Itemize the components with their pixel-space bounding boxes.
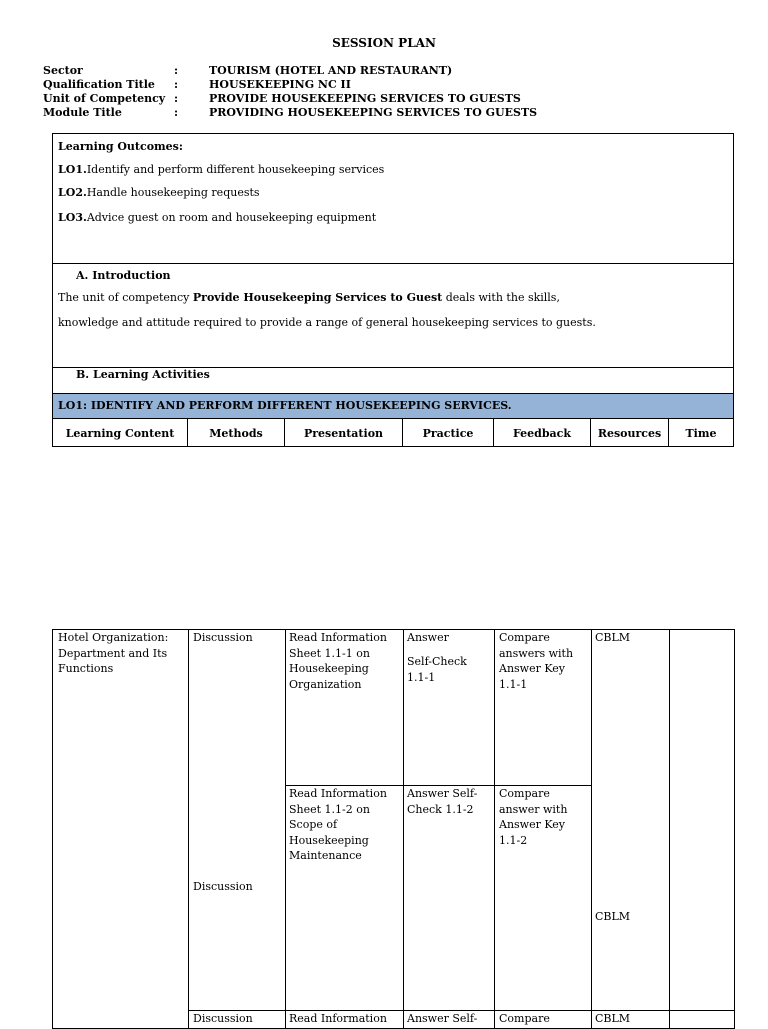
method-cell: Discussion [193, 631, 253, 644]
intro-suffix: deals with the skills, [442, 291, 560, 304]
meta-value: TOURISM (HOTEL AND RESTAURANT) [209, 64, 453, 77]
lo-text: Advice guest on room and housekeeping equipment [86, 211, 377, 224]
document-title: SESSION PLAN [332, 36, 436, 50]
lo-text: Handle housekeeping requests [86, 186, 260, 199]
resources-cell: CBLM [595, 1012, 631, 1025]
meta-colon: : [174, 78, 179, 91]
col-resources: Resources [591, 419, 669, 447]
lo-code: LO2. [58, 186, 87, 199]
intro-unit-title: Provide Housekeeping Services to Guest [192, 291, 443, 304]
feedback-cell: Compare answer with Answer Key 1.1-2 [499, 787, 568, 847]
feedback-cell: Compare [499, 1012, 550, 1025]
lo1-band-text: LO1: IDENTIFY AND PERFORM DIFFERENT HOUSEKEEPING SERVICES. [58, 399, 512, 412]
meta-colon: : [174, 64, 179, 77]
introduction-heading: A. Introduction [76, 269, 171, 282]
presentation-cell: Read Information [289, 1012, 387, 1025]
col-practice: Practice [403, 419, 494, 447]
col-divider [591, 630, 592, 1028]
meta-colon: : [174, 106, 179, 119]
col-divider [285, 630, 286, 1028]
method-cell: Discussion [193, 880, 253, 893]
lo1-band [53, 393, 733, 419]
session-plan-box [52, 133, 734, 447]
col-feedback: Feedback [494, 419, 591, 447]
meta-label: Module Title [43, 106, 122, 119]
divider [53, 263, 733, 264]
method-cell: Discussion [193, 1012, 253, 1025]
presentation-cell: Read Information Sheet 1.1-1 on Housekeeping Organization [289, 631, 387, 691]
meta-colon: : [174, 92, 179, 105]
meta-value: HOUSEKEEPING NC II [209, 78, 351, 91]
lo-text: Identify and perform different housekeeping services [86, 163, 385, 176]
introduction-line-2: knowledge and attitude required to provide a range of general housekeeping services to guests. [58, 316, 596, 329]
learning-content-cell: Hotel Organization: Department and Its Functions [58, 631, 169, 675]
lo-item [58, 163, 384, 176]
lo-code: LO1. [58, 163, 87, 176]
learning-activities-heading: B. Learning Activities [76, 368, 210, 381]
practice-cell: Self-Check 1.1-1 [407, 655, 467, 684]
col-time: Time [685, 426, 717, 440]
resources-cell: CBLM [595, 631, 631, 644]
lo-item [58, 211, 376, 224]
col-learning-content: Learning Content [53, 419, 188, 447]
practice-cell: Answer Self- Check 1.1-2 [407, 787, 478, 816]
lo-code: LO3. [58, 211, 87, 224]
lo-item [58, 186, 260, 199]
col-presentation: Presentation [285, 419, 403, 447]
introduction-line-1 [58, 291, 560, 304]
col-divider [494, 630, 495, 1028]
learning-outcomes-heading: Learning Outcomes: [58, 140, 183, 153]
meta-label: Unit of Competency [43, 92, 166, 105]
presentation-cell: Read Information Sheet 1.1-2 on Scope of Housekeeping Maintenance [289, 787, 387, 862]
col-divider [188, 630, 189, 1028]
activity-table [52, 629, 735, 1029]
col-divider [403, 630, 404, 1028]
meta-value: PROVIDE HOUSEKEEPING SERVICES TO GUESTS [209, 92, 521, 105]
meta-label: Qualification Title [43, 78, 155, 91]
col-divider [669, 630, 670, 1028]
meta-value: PROVIDING HOUSEKEEPING SERVICES TO GUESTS [209, 106, 538, 119]
feedback-cell: Compare answers with Answer Key 1.1-1 [499, 631, 574, 691]
intro-prefix: The unit of competency [58, 291, 193, 304]
col-methods: Methods [188, 419, 285, 447]
meta-label: Sector [43, 64, 83, 77]
practice-cell: Answer Self- [407, 1012, 478, 1025]
resources-cell: CBLM [595, 910, 631, 923]
practice-cell: Answer [407, 631, 449, 644]
